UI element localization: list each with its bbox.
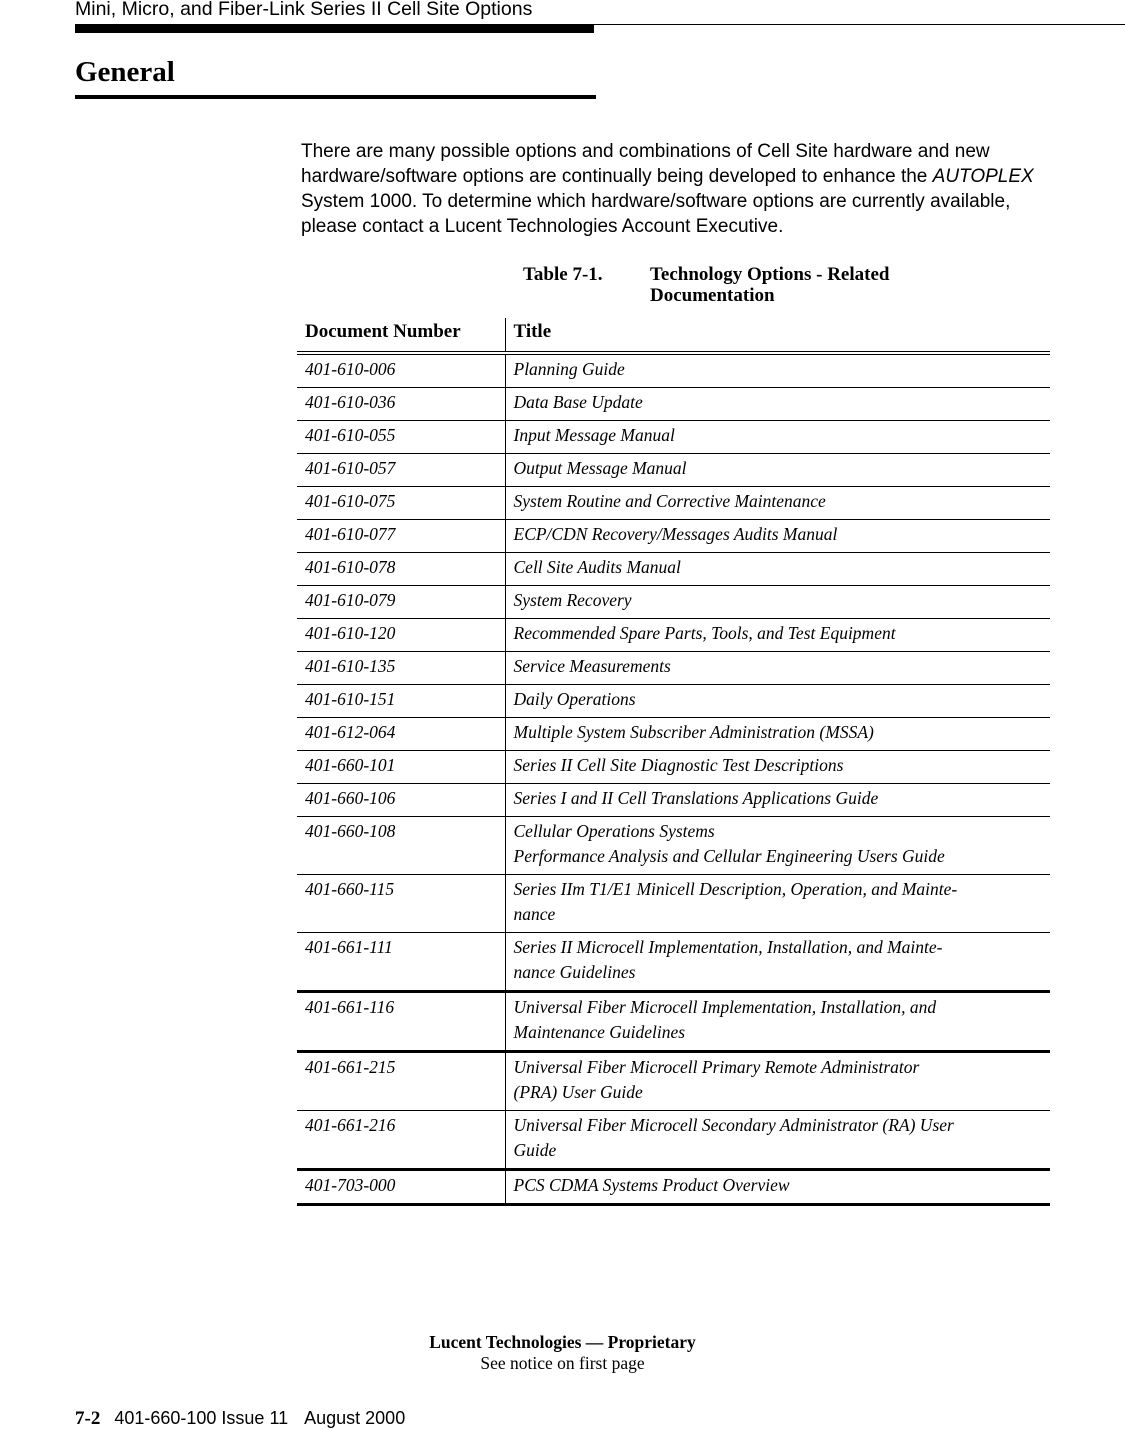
document-title-text: Multiple System Subscriber Administration (MSSA) [513,722,874,742]
document-title-text: Series II Microcell Implementation, Installation, and Mainte- [513,937,943,957]
document-number-cell: 401-661-216 [297,1111,505,1170]
document-title-cell [505,751,1050,784]
document-number-cell: 401-610-036 [297,388,505,421]
document-title-cell [505,353,1050,388]
document-title-cell [505,992,1050,1052]
table-row [297,388,1050,421]
document-title-text: ECP/CDN Recovery/Messages Audits Manual [513,524,838,544]
table-row [297,454,1050,487]
document-number-cell: 401-660-115 [297,875,505,933]
intro-paragraph [301,139,1061,239]
document-title-cell [505,421,1050,454]
table-row [297,520,1050,553]
document-title-cell [505,817,1050,875]
document-number-cell: 401-612-064 [297,718,505,751]
table-row [297,1052,1050,1111]
document-number-cell: 401-610-055 [297,421,505,454]
table-row [297,751,1050,784]
document-number-cell: 401-610-120 [297,619,505,652]
document-number-cell: 401-661-111 [297,933,505,992]
document-title-text: Cellular Operations Systems [513,821,715,841]
document-number-cell: 401-610-075 [297,487,505,520]
document-title-text-line2: (PRA) User Guide [513,1082,643,1102]
document-title-text: Series IIm T1/E1 Minicell Description, Operation, and Mainte- [513,879,958,899]
document-title-text: Output Message Manual [513,458,687,478]
document-title-cell [505,685,1050,718]
document-number-cell: 401-660-108 [297,817,505,875]
intro-text-part2: System 1000. To determine which hardware/software options are currently available, please contact a Lucent Technologies Account Executive. [301,191,1011,237]
table-caption-label: Table 7-1. [523,264,603,285]
document-title-cell [505,520,1050,553]
header-rule-thick [75,25,594,33]
document-title-cell [505,1052,1050,1111]
table-row [297,933,1050,992]
document-title-text: PCS CDMA Systems Product Overview [513,1175,790,1195]
document-number-cell: 401-610-057 [297,454,505,487]
footer-date: August 2000 [304,1408,406,1428]
document-title-cell [505,553,1050,586]
footer-page-info [75,1407,405,1430]
document-title-text-line2: nance [513,904,556,924]
table-row [297,421,1050,454]
document-title-cell [505,619,1050,652]
table-row [297,992,1050,1052]
intro-text-part1: There are many possible options and combinations of Cell Site hardware and new hardware/software options are continually being developed to enhance the [301,141,990,187]
column-header-document-number: Document Number [297,318,505,353]
running-header-title: Mini, Micro, and Fiber-Link Series II Cell Site Options [75,0,533,20]
column-header-title: Title [505,318,1050,353]
table-row [297,353,1050,388]
table-row [297,652,1050,685]
document-title-text: Input Message Manual [513,425,675,445]
footer-proprietary-notice: Lucent Technologies — Proprietary [429,1332,696,1352]
document-title-cell [505,1170,1050,1205]
document-title-text: Cell Site Audits Manual [513,557,681,577]
table-header-row [297,318,1050,353]
table-caption-title: Technology Options - Related Documentation [650,264,890,306]
table-row [297,1111,1050,1170]
document-title-cell [505,388,1050,421]
document-number-cell: 401-610-079 [297,586,505,619]
section-rule [75,95,596,99]
table-body [297,353,1050,1205]
document-number-cell: 401-661-215 [297,1052,505,1111]
document-title-text: Universal Fiber Microcell Primary Remote Administrator [513,1057,920,1077]
document-title-cell [505,875,1050,933]
document-title-text: Data Base Update [513,392,643,412]
document-title-text-line2: Maintenance Guidelines [513,1022,686,1042]
document-title-cell [505,487,1050,520]
table-row [297,619,1050,652]
footer-see-notice: See notice on first page [480,1353,645,1373]
document-title-cell [505,1111,1050,1170]
documentation-table [297,318,1050,1206]
document-title-text-line2: nance Guidelines [513,962,636,982]
table-row [297,784,1050,817]
document-title-text: Universal Fiber Microcell Implementation, Installation, and [513,997,937,1017]
document-title-text: Planning Guide [513,359,625,379]
document-number-cell: 401-610-006 [297,353,505,388]
document-number-cell: 401-610-078 [297,553,505,586]
document-title-text: Service Measurements [513,656,671,676]
document-number-cell: 401-660-106 [297,784,505,817]
table-row [297,817,1050,875]
document-title-text: Recommended Spare Parts, Tools, and Test Equipment [513,623,896,643]
document-title-text: System Recovery [513,590,632,610]
table-row [297,553,1050,586]
table-row [297,586,1050,619]
document-title-cell [505,718,1050,751]
document-title-cell [505,784,1050,817]
document-title-text: Daily Operations [513,689,636,709]
document-title-text: Universal Fiber Microcell Secondary Administrator (RA) User [513,1115,954,1135]
table-row [297,685,1050,718]
document-number-cell: 401-610-151 [297,685,505,718]
document-title-text: Series II Cell Site Diagnostic Test Descriptions [513,755,844,775]
table-row [297,718,1050,751]
intro-product-name: AUTOPLEX [932,166,1034,187]
document-title-cell [505,933,1050,992]
document-title-cell [505,454,1050,487]
document-number-cell: 401-610-135 [297,652,505,685]
document-number-cell: 401-703-000 [297,1170,505,1205]
table-row [297,487,1050,520]
table-row [297,1170,1050,1205]
document-title-text: Series I and II Cell Translations Applications Guide [513,788,879,808]
document-number-cell: 401-610-077 [297,520,505,553]
footer-doc-number: 401-660-100 Issue 11 [114,1408,289,1428]
table-row [297,875,1050,933]
document-title-text: System Routine and Corrective Maintenance [513,491,826,511]
table-caption [523,264,963,306]
document-title-text-line2: Performance Analysis and Cellular Engineering Users Guide [513,846,945,866]
document-number-cell: 401-660-101 [297,751,505,784]
document-title-text-line2: Guide [513,1140,557,1160]
document-number-cell: 401-661-116 [297,992,505,1052]
section-title: General [75,56,175,88]
document-title-cell [505,586,1050,619]
page-number: 7-2 [75,1408,101,1429]
document-title-cell [505,652,1050,685]
